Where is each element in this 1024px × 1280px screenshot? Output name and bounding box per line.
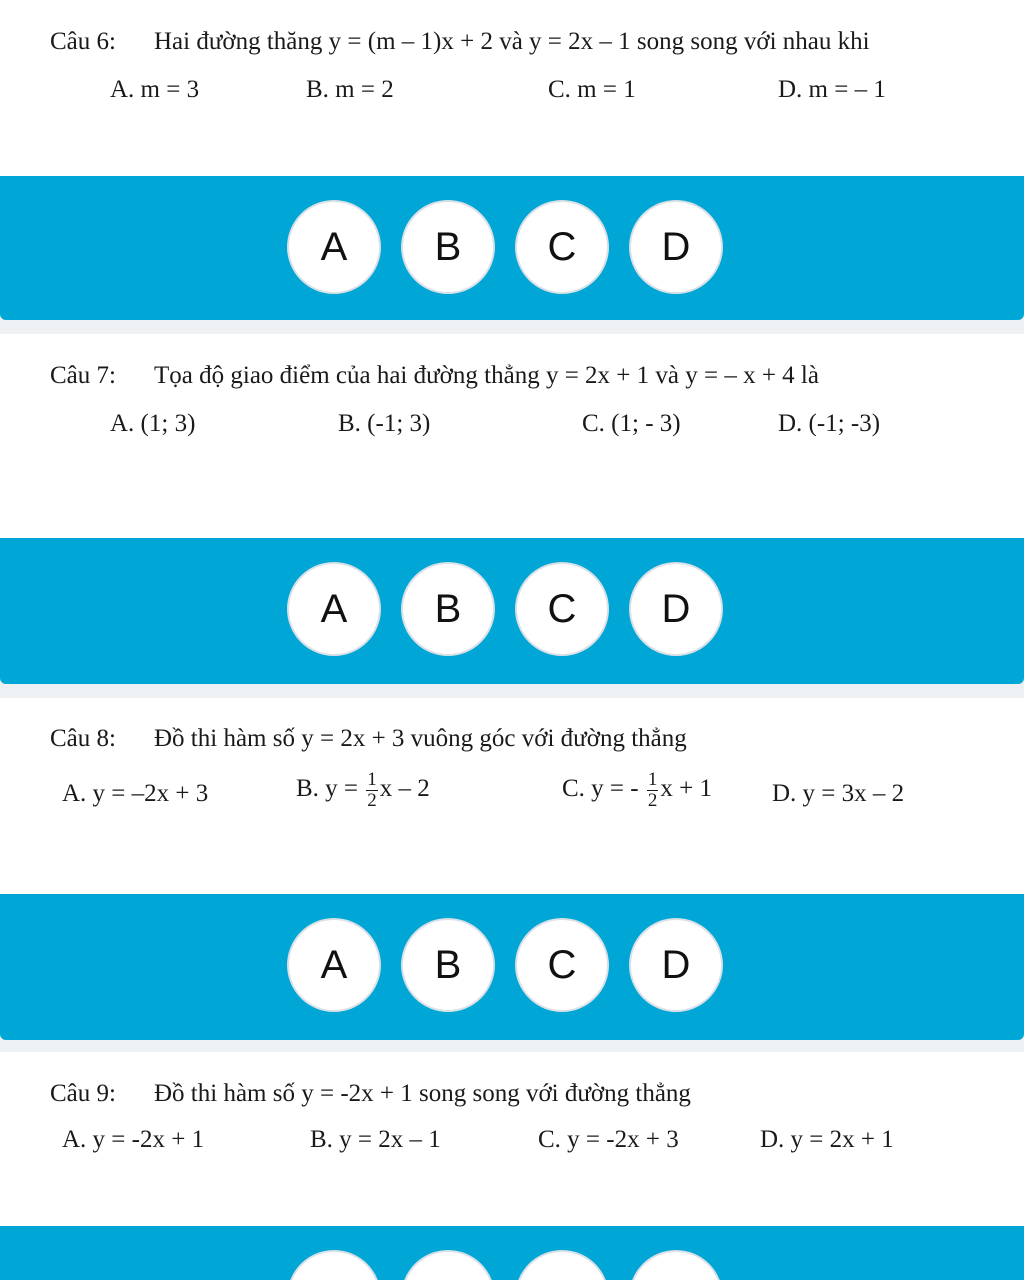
answer-bar-6 bbox=[0, 176, 1024, 320]
question-6-text bbox=[50, 28, 870, 56]
answer-d-button[interactable] bbox=[629, 1250, 723, 1280]
option-d: D. y = 2x + 1 bbox=[760, 1126, 894, 1153]
question-7-text bbox=[50, 362, 819, 390]
question-8-text bbox=[50, 725, 687, 753]
option-c: C. y = -2x + 3 bbox=[538, 1126, 679, 1153]
option-a: A. m = 3 bbox=[110, 76, 200, 103]
fraction-denominator: 2 bbox=[647, 789, 658, 811]
question-9-text bbox=[50, 1080, 691, 1108]
question-body: Tọa độ giao điểm của hai đường thẳng y = 2x + 1 và y = – x + 4 là bbox=[154, 362, 819, 389]
option-b-suffix: x – 2 bbox=[379, 775, 430, 803]
fraction-numerator: 1 bbox=[647, 769, 658, 790]
answer-c-button[interactable] bbox=[515, 1250, 609, 1280]
answer-b-button[interactable] bbox=[401, 1250, 495, 1280]
answer-b-button[interactable]: B bbox=[401, 562, 495, 656]
question-6-card bbox=[0, 0, 1024, 176]
answer-a-button[interactable] bbox=[287, 1250, 381, 1280]
fraction-numerator: 1 bbox=[367, 769, 377, 790]
question-number: Câu 8: bbox=[50, 725, 116, 752]
question-8-card bbox=[0, 698, 1024, 894]
question-number: Câu 9: bbox=[50, 1080, 116, 1107]
option-b: B. y = 2x – 1 bbox=[310, 1126, 441, 1153]
answer-a-button[interactable]: A bbox=[287, 562, 381, 656]
option-c-suffix: x + 1 bbox=[660, 775, 712, 803]
question-body: Đồ thi hàm số y = -2x + 1 song song với đường thẳng bbox=[154, 1080, 691, 1107]
option-b: B. m = 2 bbox=[306, 76, 394, 103]
option-a: A. y = -2x + 1 bbox=[62, 1126, 205, 1153]
question-number: Câu 7: bbox=[50, 362, 116, 389]
answer-c-button[interactable]: C bbox=[515, 562, 609, 656]
option-a: A. (1; 3) bbox=[110, 410, 196, 437]
option-b-prefix: B. y = bbox=[296, 775, 359, 803]
option-b bbox=[296, 770, 430, 811]
option-c-prefix: C. y = - bbox=[562, 775, 639, 803]
answer-b-button[interactable]: B bbox=[401, 918, 495, 1012]
fraction bbox=[647, 770, 659, 811]
option-c bbox=[562, 770, 712, 811]
fraction bbox=[366, 770, 378, 811]
option-c: C. m = 1 bbox=[548, 76, 636, 103]
answer-d-button[interactable]: D bbox=[629, 918, 723, 1012]
option-d: D. m = – 1 bbox=[778, 76, 886, 103]
question-number: Câu 6: bbox=[50, 28, 116, 55]
option-c: C. (1; - 3) bbox=[582, 410, 681, 437]
answer-bar-8 bbox=[0, 894, 1024, 1040]
answer-bar-9 bbox=[0, 1226, 1024, 1280]
option-d: D. y = 3x – 2 bbox=[772, 780, 905, 807]
answer-b-button[interactable]: B bbox=[401, 200, 495, 294]
option-d: D. (-1; -3) bbox=[778, 410, 881, 437]
answer-bar-7 bbox=[0, 538, 1024, 684]
question-9-card bbox=[0, 1052, 1024, 1226]
question-body: Hai đường thăng y = (m – 1)x + 2 và y = 2x – 1 song song với nhau khi bbox=[154, 28, 870, 55]
answer-d-button[interactable]: D bbox=[629, 200, 723, 294]
fraction-denominator: 2 bbox=[367, 789, 377, 811]
question-body: Đồ thi hàm số y = 2x + 3 vuông góc với đường thẳng bbox=[154, 725, 687, 752]
answer-a-button[interactable]: A bbox=[287, 918, 381, 1012]
answer-a-button[interactable]: A bbox=[287, 200, 381, 294]
question-7-card bbox=[0, 334, 1024, 538]
answer-d-button[interactable]: D bbox=[629, 562, 723, 656]
answer-c-button[interactable]: C bbox=[515, 200, 609, 294]
option-a: A. y = –2x + 3 bbox=[62, 780, 209, 807]
option-b: B. (-1; 3) bbox=[338, 410, 431, 437]
answer-c-button[interactable]: C bbox=[515, 918, 609, 1012]
